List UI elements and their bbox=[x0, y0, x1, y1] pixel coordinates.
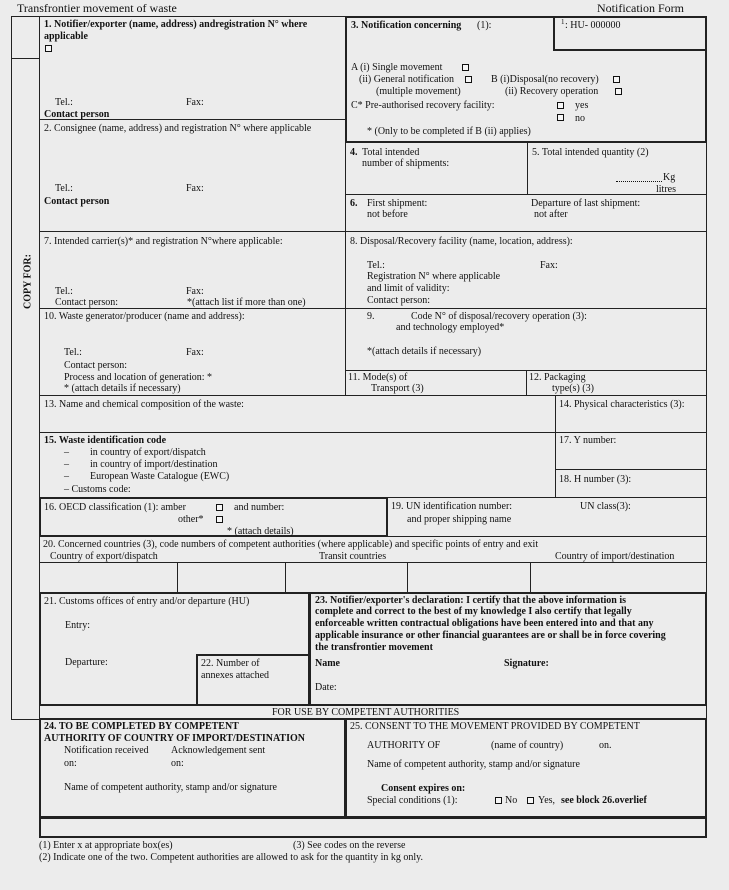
block-4-shipments bbox=[345, 142, 528, 195]
amber-checkbox[interactable] bbox=[216, 504, 223, 511]
block-7-title: 7. Intended carrier(s)* and registration N°where applicable: bbox=[44, 236, 283, 247]
block-15-dash-1: – bbox=[64, 447, 69, 458]
special-no-checkbox[interactable] bbox=[495, 797, 502, 804]
block-16-other: other* bbox=[178, 514, 204, 525]
block-1-notifier bbox=[39, 16, 346, 120]
block-18-h-number bbox=[555, 469, 707, 498]
block-1-title-2: applicable bbox=[44, 31, 88, 42]
block-15-ewc: European Waste Catalogue (EWC) bbox=[90, 471, 230, 482]
authorities-banner bbox=[39, 705, 707, 719]
block-3-title: 3. Notification concerning bbox=[351, 20, 462, 31]
block-5-litres: litres bbox=[656, 184, 676, 195]
block-12-packaging bbox=[526, 370, 707, 396]
copy-for-label: COPY FOR: bbox=[22, 254, 34, 309]
special-yes-label: Yes, bbox=[538, 795, 556, 806]
block-10-attach: * (attach details if necessary) bbox=[64, 383, 181, 394]
block-20-title: 20. Concerned countries (3), code numbers of competent authorities (where applicable) and specific points of entry and exit bbox=[43, 539, 539, 550]
block-15-import: in country of import/destination bbox=[90, 459, 218, 470]
block-10-contact: Contact person: bbox=[64, 360, 128, 371]
footnote-3: (3) See codes on the reverse bbox=[293, 840, 406, 851]
block-17-y-number bbox=[555, 432, 707, 470]
col-divider-2 bbox=[285, 562, 286, 592]
footnote-1: (1) Enter x at appropriate box(es) bbox=[39, 840, 173, 851]
form-title: Transfrontier movement of waste bbox=[17, 1, 177, 15]
block-25-line1: 25. CONSENT TO THE MOVEMENT PROVIDED BY COMPETENT bbox=[350, 721, 640, 732]
block-13-title: 13. Name and chemical composition of the waste: bbox=[44, 399, 244, 410]
block-11-line2: Transport (3) bbox=[371, 383, 424, 394]
block-9-attach: *(attach details if necessary) bbox=[367, 346, 482, 357]
block-14-physical bbox=[555, 395, 707, 433]
b-disposal-label: B (i)Disposal(no recovery) bbox=[491, 74, 599, 85]
b-disposal-checkbox[interactable] bbox=[613, 76, 620, 83]
a-single-checkbox[interactable] bbox=[462, 64, 469, 71]
block-4-num: 4. bbox=[350, 147, 358, 158]
block-23-line3: enforceable written contractual obligations have been entered into and that any bbox=[315, 618, 654, 629]
block-21-departure: Departure: bbox=[65, 657, 108, 668]
c-yes-label: yes bbox=[575, 100, 589, 111]
block-4-line1: Total intended bbox=[362, 147, 420, 158]
block-24-line1: 24. TO BE COMPLETED BY COMPETENT bbox=[44, 721, 239, 732]
block-7-tel: Tel.: bbox=[55, 286, 73, 297]
block-6-not-after: not after bbox=[534, 209, 568, 220]
block-4-line2: number of shipments: bbox=[362, 158, 450, 169]
block-23-line2: complete and correct to the best of my knowledge I also certify that legally bbox=[315, 606, 632, 617]
block-1-tel: Tel.: bbox=[55, 97, 73, 108]
block-5-kg: Kg bbox=[663, 172, 676, 183]
a-single-label: A (i) Single movement bbox=[351, 62, 443, 73]
block-9-line1: Code N° of disposal/recovery operation (3): bbox=[411, 311, 587, 322]
block-23-line4: applicable insurance or other financial guarantees are or shall be in force covering bbox=[315, 630, 666, 641]
block-12-line2: type(s) (3) bbox=[552, 383, 594, 394]
c-no-label: no bbox=[575, 113, 585, 124]
block-1-title: 1. Notifier/exporter (name, address) andregistration N° where bbox=[44, 19, 308, 30]
col-divider-4 bbox=[530, 562, 531, 592]
a-general-label: (ii) General notification bbox=[359, 74, 454, 85]
block-3-footnote: (1): bbox=[477, 20, 492, 31]
block-15-dash-3: – bbox=[64, 471, 69, 482]
block-23-signature: Signature: bbox=[504, 658, 549, 669]
block-9-code bbox=[345, 308, 707, 371]
block-2-fax: Fax: bbox=[186, 183, 204, 194]
block-11-line1: 11. Mode(s) of bbox=[348, 372, 408, 383]
block-5-title: 5. Total intended quantity (2) bbox=[532, 147, 649, 158]
block-8-title: 8. Disposal/Recovery facility (name, location, address): bbox=[350, 236, 573, 247]
block-16-oecd bbox=[39, 497, 388, 537]
block-3-ref-number: : HU- 000000 bbox=[565, 20, 621, 31]
block-15-waste-id bbox=[39, 432, 556, 498]
b-recovery-label: (ii) Recovery operation bbox=[505, 86, 599, 97]
a-general-checkbox[interactable] bbox=[465, 76, 472, 83]
block-6-first: First shipment: bbox=[367, 198, 428, 209]
block-23-date: Date: bbox=[315, 682, 337, 693]
block-15-dash-2: – bbox=[64, 459, 69, 470]
footnote-2: (2) Indicate one of the two. Competent authorities are allowed to ask for the quantity in kg only. bbox=[39, 852, 423, 863]
block-10-tel: Tel.: bbox=[64, 347, 82, 358]
block-22-line1: 22. Number of bbox=[201, 658, 260, 669]
block-24-import-authority bbox=[39, 718, 346, 818]
block-24-ack: Acknowledgement sent bbox=[171, 745, 266, 756]
block-10-fax: Fax: bbox=[186, 347, 204, 358]
col-import: Country of import/destination bbox=[555, 551, 675, 562]
block-17-title: 17. Y number: bbox=[559, 435, 617, 446]
block-24-received: Notification received bbox=[64, 745, 149, 756]
block-6-shipment-dates bbox=[345, 194, 707, 232]
c-preauth-label: C* Pre-authorised recovery facility: bbox=[351, 100, 495, 111]
block-16-attach: * (attach details) bbox=[227, 526, 294, 537]
col-transit: Transit countries bbox=[319, 551, 387, 562]
c-yes-checkbox[interactable] bbox=[557, 102, 564, 109]
block-8-facility bbox=[345, 231, 707, 309]
special-no-label: No bbox=[505, 795, 518, 806]
block-19-un bbox=[387, 497, 707, 537]
block-23-declaration bbox=[309, 592, 707, 706]
block-24-authority-name: Name of competent authority, stamp and/or signature bbox=[64, 782, 277, 793]
side-strip bbox=[11, 58, 40, 720]
block-2-consignee bbox=[39, 119, 346, 232]
block-13-composition bbox=[39, 395, 556, 433]
block-1-fax: Fax: bbox=[186, 97, 204, 108]
block-19-title-2: and proper shipping name bbox=[407, 514, 512, 525]
block-23-name: Name bbox=[315, 658, 340, 669]
block-6-num: 6. bbox=[350, 198, 358, 209]
block-2-contact: Contact person bbox=[44, 196, 110, 207]
bottom-empty-row bbox=[39, 817, 707, 838]
block-10-process: Process and location of generation: * bbox=[64, 372, 213, 383]
block-8-contact: Contact person: bbox=[367, 295, 431, 306]
b-recovery-checkbox[interactable] bbox=[615, 88, 622, 95]
block-19-un-class: UN class(3): bbox=[580, 501, 631, 512]
block-14-title: 14. Physical characteristics (3): bbox=[559, 399, 685, 410]
block-9-num: 9. bbox=[367, 311, 375, 322]
block-25-special: Special conditions (1): bbox=[367, 795, 458, 806]
block-2-tel: Tel.: bbox=[55, 183, 73, 194]
block-5-quantity bbox=[527, 142, 707, 195]
special-see-block: see block 26.overlief bbox=[561, 795, 647, 806]
block-8-fax: Fax: bbox=[540, 260, 558, 271]
block-25-authority-of: AUTHORITY OF bbox=[367, 740, 441, 751]
block-1-contact: Contact person bbox=[44, 109, 110, 120]
a-multiple-label: (multiple movement) bbox=[376, 86, 461, 97]
other-checkbox[interactable] bbox=[216, 516, 223, 523]
block-8-reg2: and limit of validity: bbox=[367, 283, 450, 294]
block-6-not-before: not before bbox=[367, 209, 408, 220]
block-7-attach: *(attach list if more than one) bbox=[187, 297, 306, 308]
block-21-entry: Entry: bbox=[65, 620, 90, 631]
block-25-expires: Consent expires on: bbox=[381, 783, 466, 794]
col-divider-3 bbox=[407, 562, 408, 592]
block-7-carrier bbox=[39, 231, 346, 309]
block-7-fax: Fax: bbox=[186, 286, 204, 297]
block-6-departure: Departure of last shipment: bbox=[531, 198, 641, 209]
block-22-line2: annexes attached bbox=[201, 670, 270, 681]
block-9-line2: and technology employed* bbox=[396, 322, 505, 333]
block-5-dotted-line bbox=[616, 181, 662, 182]
block-25-authority-name: Name of competent authority, stamp and/or signature bbox=[367, 759, 580, 770]
block-16-title: 16. OECD classification (1): amber bbox=[44, 502, 186, 513]
block-23-line1: 23. Notifier/exporter's declaration: I certify that the above information is bbox=[315, 595, 627, 606]
authorities-banner-text: FOR USE BY COMPETENT AUTHORITIES bbox=[272, 707, 460, 718]
block-19-title: 19. UN identification number: bbox=[391, 501, 513, 512]
col-export: Country of export/dispatch bbox=[50, 551, 158, 562]
block-25-consent bbox=[345, 718, 707, 818]
block-8-tel: Tel.: bbox=[367, 260, 385, 271]
block-15-title: 15. Waste identification code bbox=[44, 435, 167, 446]
block-22-annexes bbox=[196, 654, 310, 706]
block-24-line2: AUTHORITY OF COUNTRY OF IMPORT/DESTINATION bbox=[44, 733, 305, 744]
block-15-customs: – Customs code: bbox=[64, 484, 131, 495]
block-11-transport bbox=[345, 370, 527, 396]
block-20-header-line bbox=[40, 562, 706, 563]
col-divider-1 bbox=[177, 562, 178, 592]
block-10-title: 10. Waste generator/producer (name and address): bbox=[44, 311, 245, 322]
block-2-title: 2. Consignee (name, address) and registration N° where applicable bbox=[44, 123, 312, 134]
block-24-on-received: on: bbox=[64, 758, 77, 769]
block-7-contact: Contact person: bbox=[55, 297, 119, 308]
block-3-ref-superscript: 1 bbox=[561, 18, 565, 26]
block-18-title: 18. H number (3): bbox=[559, 474, 632, 485]
block-25-on: on. bbox=[599, 740, 612, 751]
block-24-on-ack: on: bbox=[171, 758, 184, 769]
side-strip-top bbox=[11, 16, 40, 59]
block-20-countries bbox=[39, 536, 707, 593]
c-no-checkbox[interactable] bbox=[557, 114, 564, 121]
block-8-reg1: Registration N° where applicable bbox=[367, 271, 501, 282]
block-25-country: (name of country) bbox=[491, 740, 564, 751]
form-type-title: Notification Form bbox=[597, 1, 684, 15]
block-3-ref-box bbox=[553, 16, 707, 51]
block-1-checkbox[interactable] bbox=[45, 45, 52, 52]
block-23-line5: the transfrontier movement bbox=[315, 642, 433, 653]
block-3-note: * (Only to be completed if B (ii) applies) bbox=[367, 126, 531, 137]
special-yes-checkbox[interactable] bbox=[527, 797, 534, 804]
block-16-and-number: and number: bbox=[234, 502, 285, 513]
block-15-export: in country of export/dispatch bbox=[90, 447, 206, 458]
block-12-line1: 12. Packaging bbox=[529, 372, 586, 383]
block-10-generator bbox=[39, 308, 346, 396]
block-21-title: 21. Customs offices of entry and/or departure (HU) bbox=[44, 596, 250, 607]
